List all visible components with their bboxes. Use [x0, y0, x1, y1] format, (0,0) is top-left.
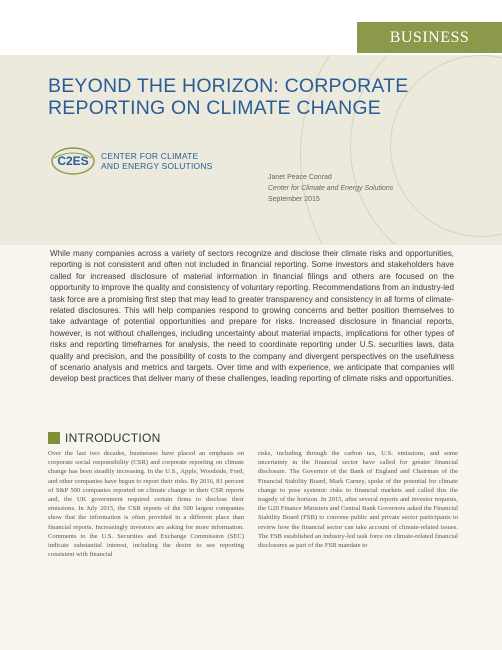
publication-date: September 2015	[268, 196, 320, 203]
logo-wordmark	[101, 151, 213, 171]
abstract-paragraph: While many companies across a variety of sectors recognize and disclose their climate risks and opportunities, reporting is not consistent and often not included in financial reporting. Some investors and stakeholders have called for increased disclosure of material information in financial filings and others are focused on the opportunity to improve the quality and consistency of voluntary reporting. Recommendations from an industry-led task force are a promising first step that may lead to greater transparency and consistency in all forms of climate-related disclosures. This will help companies respond to growing concerns and better position themselves to take advantage of potential opportunities and prepare for risks. Increased disclosure in financial reports, however, is not without challenges, including uncertainty about material impacts, implications for other types of risks and reporting timeframes for analysis, the need to coordinate reporting under U.S. securities laws, data quality and precision, and the possibility of costs to the company and divergent perspectives on the usefulness of scenario analysis and metrics and targets. Over time and with experience, we anticipate that companies will develop best practices that deliver many of these challenges, leading reporting of climate risks and opportunities.	[50, 249, 454, 384]
byline	[268, 172, 393, 205]
c2es-logo	[50, 146, 213, 176]
report-title-line-1: BEYOND THE HORIZON: CORPORATE	[48, 75, 409, 97]
report-title-line-2: REPORTING ON CLIMATE CHANGE	[48, 97, 381, 119]
author-name: Janet Peace Conrad	[268, 174, 332, 181]
c2es-logo-icon	[50, 146, 96, 176]
introduction-column-right: risks, including through the carbon tax, U.S. emissions, and some uncertainty in the financial sector have called for greater financial disclosure. The Governor of the Bank of England and Chairman of the Financial Stability Board, Mark Carney, spoke of the potential for climate change to pose systemic risks to financial markets and called this the tragedy of the horizon. In 2015, after several reports and investor requests, the G20 Finance Ministers and Central Bank Governors asked the Financial Stability Board (FSB) to convene public and private sector participants to review how the financial sector can take account of climate-related issues. The FSB established an industry-led task force on climate-related financial disclosures as part of the FSB mandate to	[258, 450, 458, 550]
section-tab-label: BUSINESS	[389, 28, 470, 46]
top-margin	[0, 0, 502, 22]
page-bottom-margin	[0, 605, 502, 650]
report-title	[48, 75, 468, 119]
logo-line-2: AND ENERGY SOLUTIONS	[101, 161, 213, 171]
section-tab-business	[357, 22, 502, 53]
author-organization: Center for Climate and Energy Solutions	[268, 185, 394, 192]
introduction-heading	[48, 431, 161, 445]
section-marker-icon	[48, 432, 60, 444]
logo-mark-text: C2ES	[57, 154, 89, 168]
introduction-heading-text: INTRODUCTION	[65, 431, 161, 445]
logo-line-1: CENTER FOR CLIMATE	[101, 151, 199, 161]
introduction-column-left: Over the last two decades, businesses have placed an emphasis on corporate social responsibility (CSR) and corporate reporting on climate change has been steadily increasing. In the U.S., Apple, Woodside, Ford, and other companies have begun to report their risks. By 2016, 81 percent of S&P 500 companies reported on climate change in their CSR reports and, the UK government required certain firms to disclose their emissions. In July 2015, the CSR reports of the 500 largest companies show that the information is often provided in a different place than financial reports. Increasingly investors are asking for more information. Comments to the U.S. Securities and Exchange Commission (SEC) indicate substantial interest, including the desire to see reporting consistent with financial	[48, 450, 244, 559]
